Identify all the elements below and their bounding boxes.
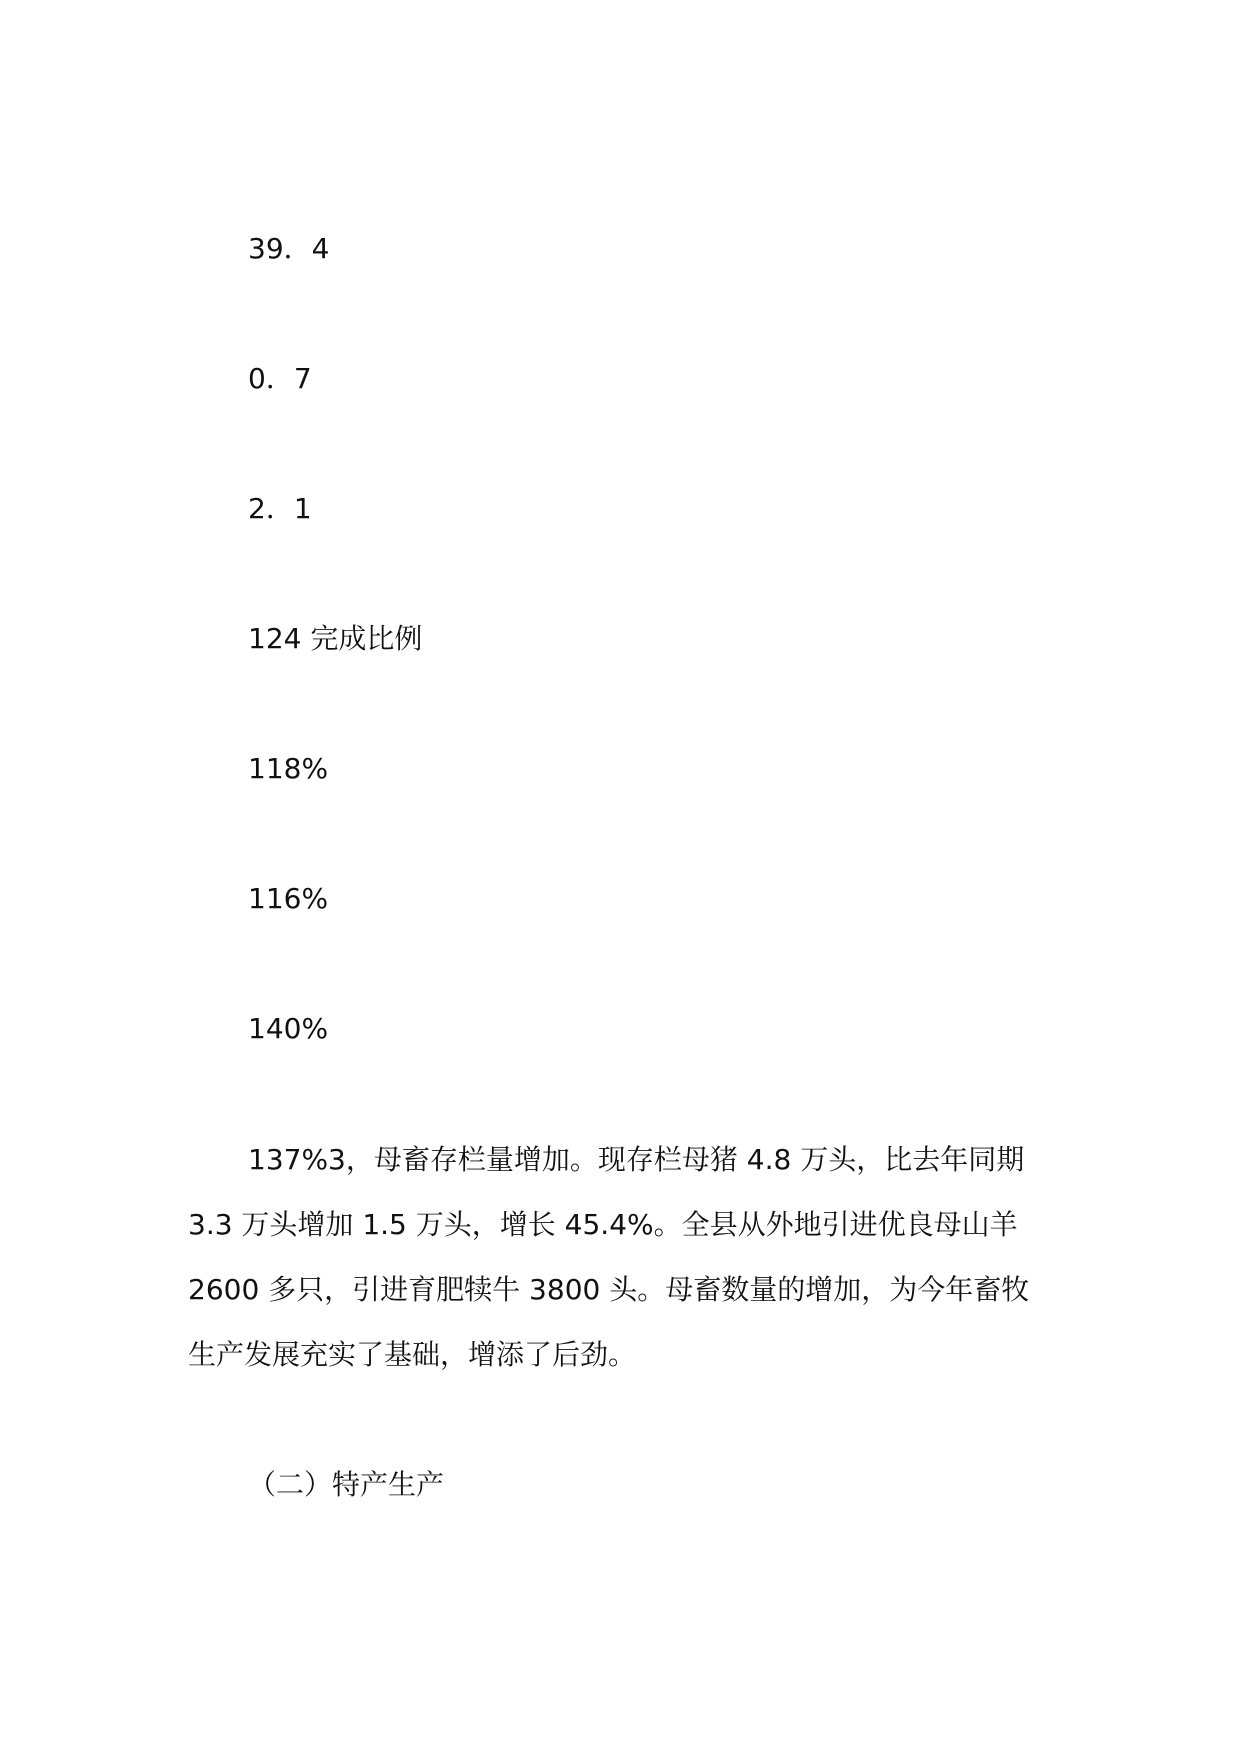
- paragraph-line-4: 生产发展充实了基础，增添了后劲。: [188, 1338, 637, 1371]
- value-line-1: 39．4: [248, 232, 330, 265]
- body-paragraph: [188, 1127, 1068, 1387]
- paragraph-line-1: 137%3，母畜存栏量增加。现存栏母猪 4.8 万头，比去年同期: [248, 1143, 1025, 1176]
- value-line-7: 140%: [248, 1012, 329, 1045]
- section-heading: （二）特产生产: [248, 1468, 445, 1501]
- paragraph-line-2: 3.3 万头增加 1.5 万头，增长 45.4%。全县从外地引进优良母山羊: [188, 1208, 1018, 1241]
- paragraph-line-3: 2600 多只，引进育肥犊牛 3800 头。母畜数量的增加，为今年畜牧: [188, 1273, 1030, 1306]
- value-line-3: 2．1: [248, 492, 312, 525]
- value-line-2: 0．7: [248, 362, 312, 395]
- value-line-5: 118%: [248, 752, 329, 785]
- value-line-6: 116%: [248, 882, 329, 915]
- value-line-4: 124 完成比例: [248, 622, 423, 655]
